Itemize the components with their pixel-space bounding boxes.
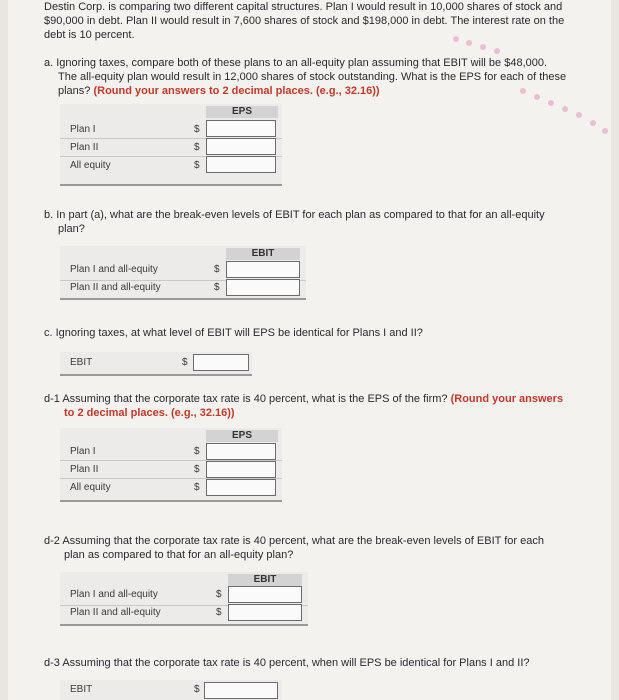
part-c-line-1: c. Ignoring taxes, at what level of EBIT will EPS be identical for Plans I and II? [44, 327, 423, 339]
decor-dot [548, 100, 554, 106]
part-a-line-3: plans? (Round your answers to 2 decimal places. (e.g., 32.16)) [58, 85, 380, 97]
part-d2-row-plan-2: Plan II and all-equity [70, 607, 161, 618]
dollar-sign: $ [194, 684, 200, 695]
intro-line-2: $90,000 in debt. Plan II would result in 7,600 shares of stock and $198,000 in debt. The interest rate on the [44, 15, 565, 27]
dollar-sign: $ [214, 282, 220, 293]
decor-dot [534, 94, 540, 100]
part-d2-line-1: d-2 Assuming that the corporate tax rate is 40 percent, what are the break-even levels of EBIT for each [44, 535, 544, 547]
part-c-row-ebit: EBIT [70, 357, 93, 368]
decor-dot [520, 88, 526, 94]
part-d2-col-header: EBIT [253, 574, 277, 585]
part-a-all-equity-eps-input[interactable] [206, 156, 276, 173]
part-d1-all-equity-eps-input[interactable] [206, 479, 276, 496]
part-d1-line-2: to 2 decimal places. (e.g., 32.16)) [64, 407, 235, 419]
part-d1-plan-1-eps-input[interactable] [206, 443, 276, 460]
part-b-row-plan-1: Plan I and all-equity [70, 264, 158, 275]
part-d1-plan-2-eps-input[interactable] [206, 461, 276, 478]
dollar-sign: $ [216, 589, 222, 600]
part-a-row-plan-1: Plan I [70, 124, 96, 135]
dollar-sign: $ [182, 357, 188, 368]
decor-dot [562, 106, 568, 112]
part-d1-col-header: EPS [231, 430, 252, 441]
part-a-plan-1-eps-input[interactable] [206, 120, 276, 137]
decor-dot [576, 112, 582, 118]
part-a-line-1: a. Ignoring taxes, compare both of these plans to an all-equity plan assuming that EBIT will be $48,000. [44, 57, 548, 69]
part-d2-plan-1-ebit-input[interactable] [228, 586, 302, 603]
dollar-sign: $ [216, 607, 222, 618]
dollar-sign: $ [194, 464, 200, 475]
intro-line-1: Destin Corp. is comparing two different capital structures. Plan I would result in 10,000 shares of stock and [44, 1, 563, 13]
decor-dot [590, 120, 596, 126]
dollar-sign: $ [214, 264, 220, 275]
part-d2-row-plan-1: Plan I and all-equity [70, 589, 158, 600]
part-d2-plan-2-ebit-input[interactable] [228, 604, 302, 621]
part-d1-row-all-equity: All equity [70, 482, 111, 493]
dollar-sign: $ [194, 142, 200, 153]
part-d2-line-2: plan as compared to that for an all-equity plan? [64, 549, 294, 561]
part-b-plan-1-ebit-input[interactable] [226, 261, 300, 278]
part-a-col-header: EPS [231, 106, 252, 117]
part-a-line-2: The all-equity plan would result in 12,000 shares of stock outstanding. What is the EPS for each of these [58, 71, 567, 83]
part-b-plan-2-ebit-input[interactable] [226, 279, 300, 296]
decor-dot [453, 36, 459, 42]
part-d1-row-plan-2: Plan II [70, 464, 99, 475]
dollar-sign: $ [194, 160, 200, 171]
part-d3-ebit-input[interactable] [204, 682, 278, 699]
part-b-col-header: EBIT [251, 248, 275, 259]
part-d1-line-1: d-1 Assuming that the corporate tax rate is 40 percent, what is the EPS of the firm? (Round your answers [44, 393, 564, 405]
dollar-sign: $ [194, 446, 200, 457]
part-c-ebit-input[interactable] [193, 354, 249, 371]
intro-line-3: debt is 10 percent. [44, 29, 135, 41]
part-d1-row-plan-1: Plan I [70, 446, 96, 457]
part-a-plan-2-eps-input[interactable] [206, 138, 276, 155]
part-b-row-plan-2: Plan II and all-equity [70, 282, 161, 293]
homework-page [8, 0, 611, 700]
part-a-row-plan-2: Plan II [70, 142, 99, 153]
part-d3-row-ebit: EBIT [70, 684, 93, 695]
part-a-row-all-equity: All equity [70, 160, 111, 171]
decor-dot [480, 44, 486, 50]
decor-dot [494, 48, 500, 54]
part-d3-line-1: d-3 Assuming that the corporate tax rate is 40 percent, when will EPS be identical for Plans I and II? [44, 657, 530, 669]
dollar-sign: $ [194, 124, 200, 135]
decor-dot [602, 128, 608, 134]
decor-dot [466, 40, 472, 46]
part-b-line-1: b. In part (a), what are the break-even levels of EBIT for each plan as compared to that for an all-equity [44, 209, 545, 221]
dollar-sign: $ [194, 482, 200, 493]
part-b-line-2: plan? [58, 223, 85, 235]
